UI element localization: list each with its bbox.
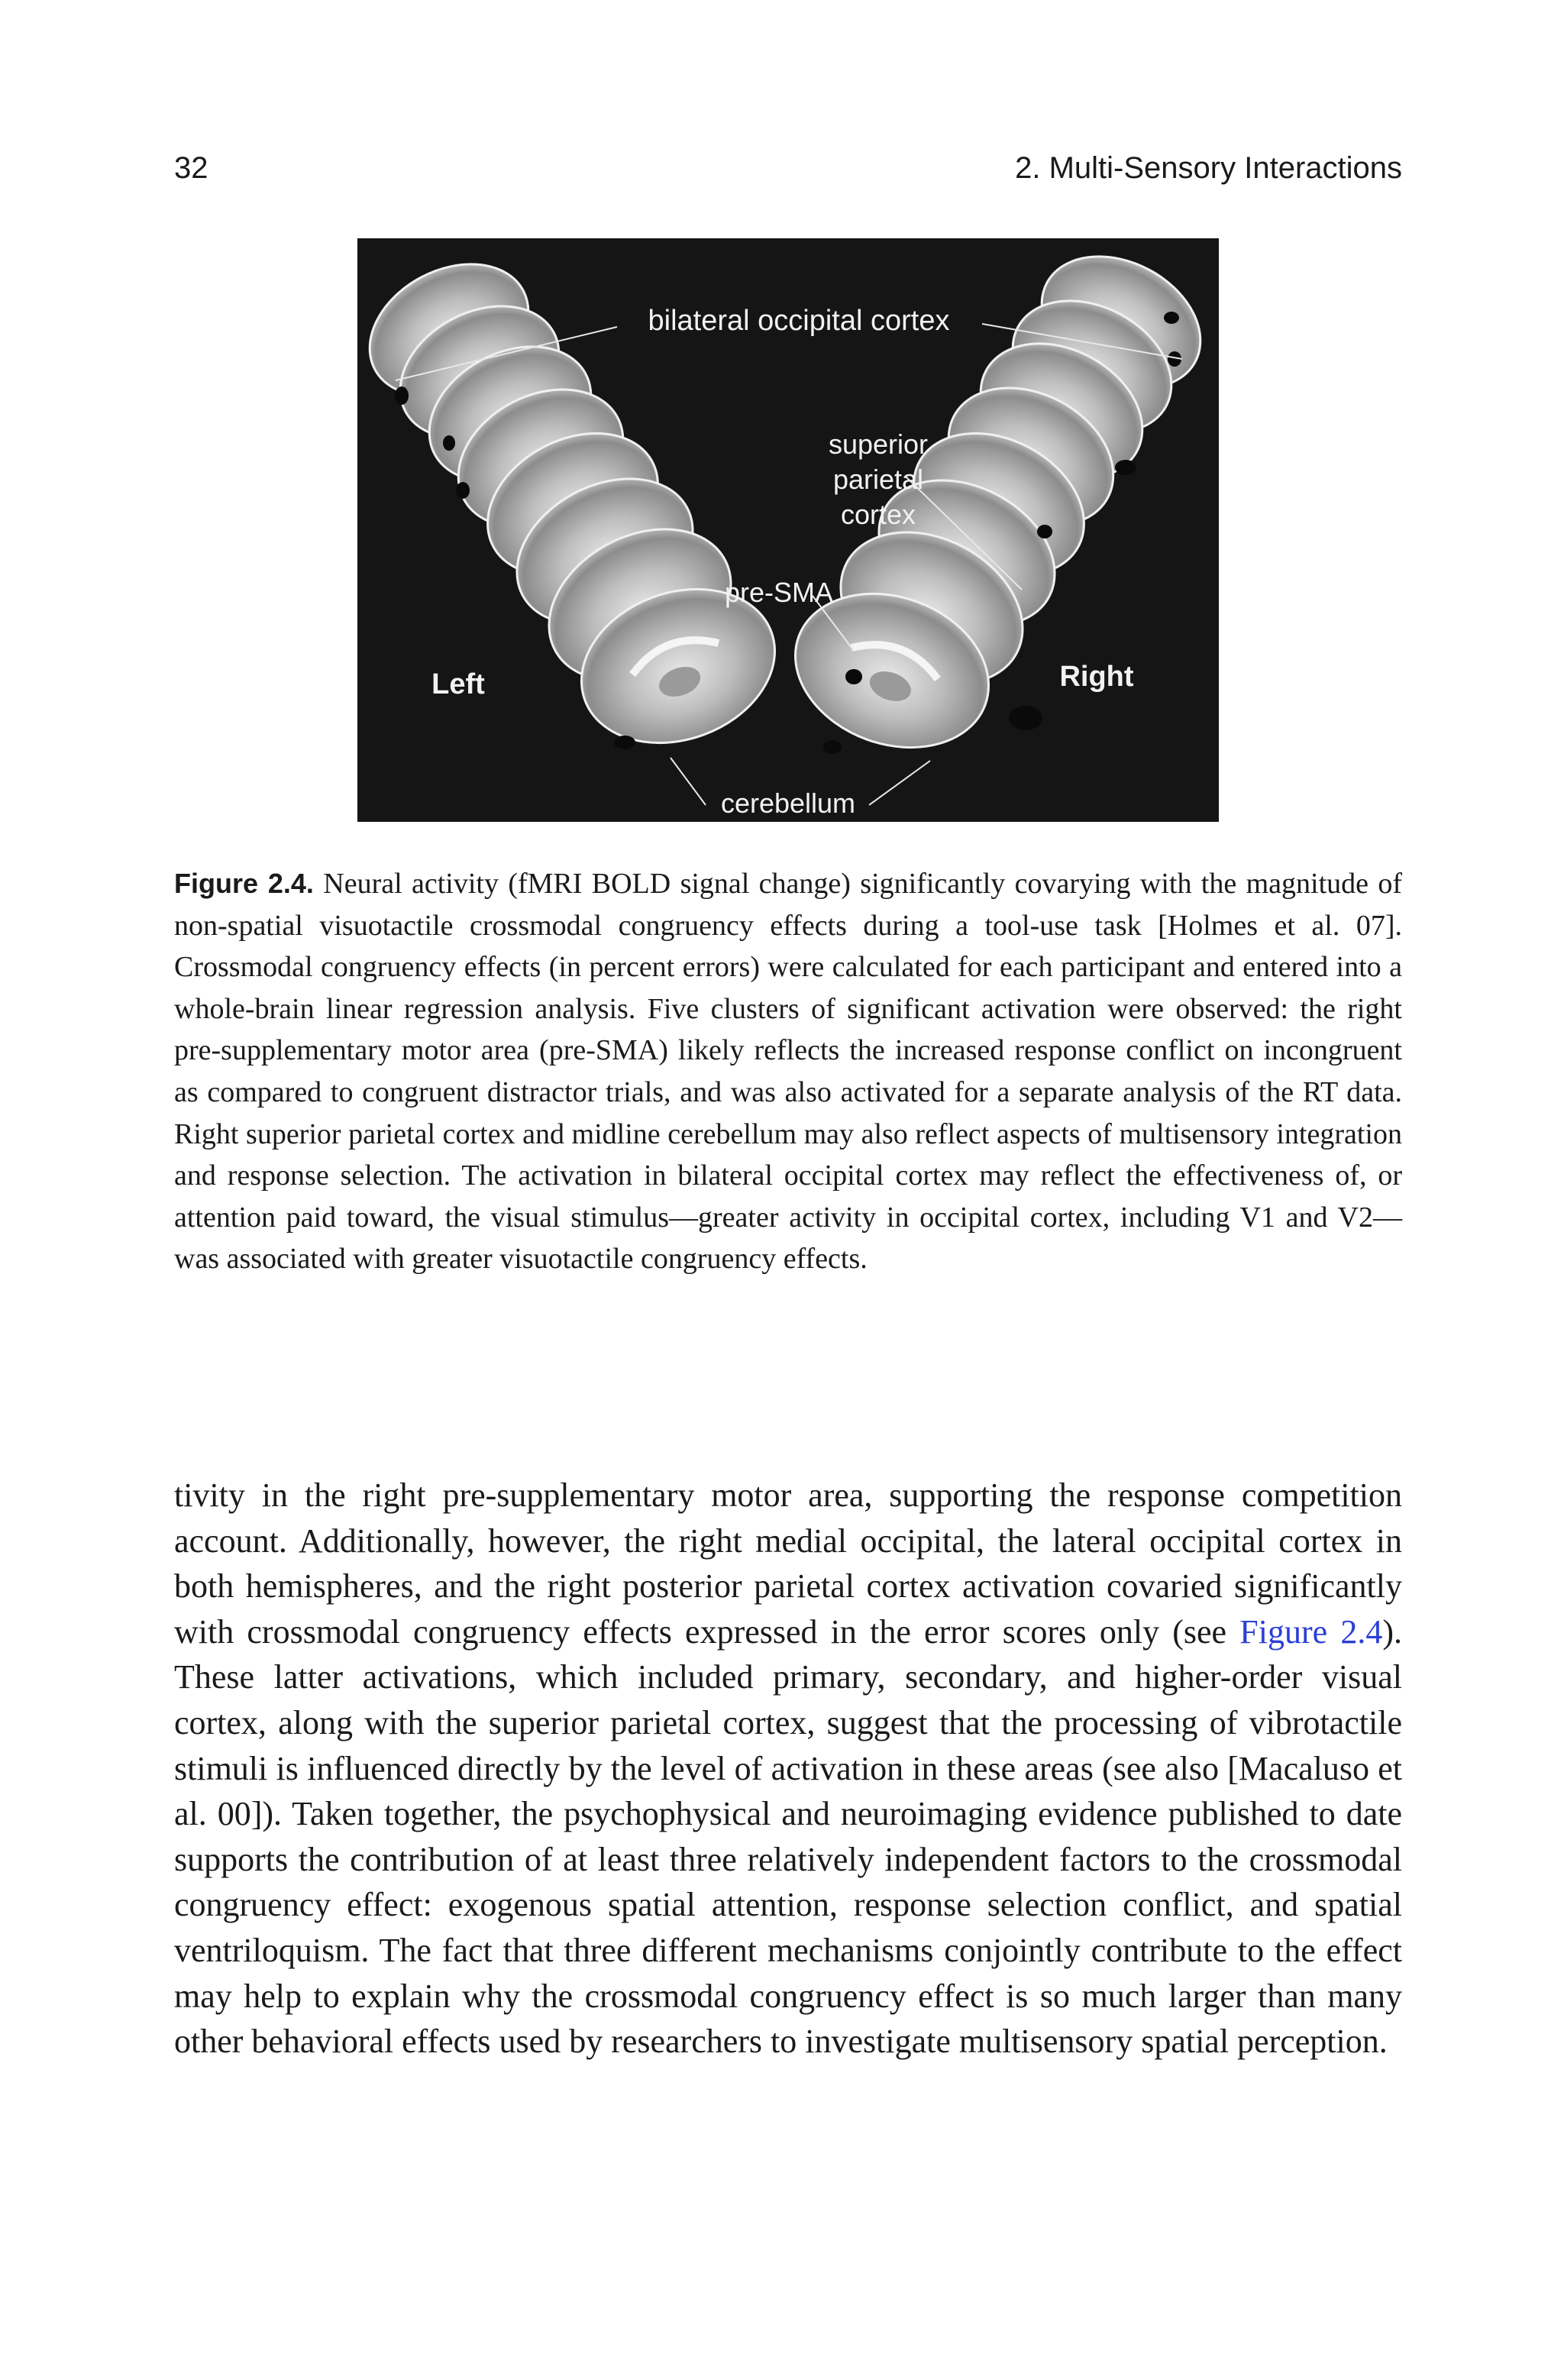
label-pre-sma: pre-SMA: [724, 577, 834, 608]
running-head: 2. Multi-Sensory Interactions: [1015, 151, 1402, 185]
brain-slices-illustration: [357, 238, 1219, 822]
label-left: Left: [431, 668, 485, 700]
caption-text: Neural activity (fMRI BOLD signal change) significantly covarying with the magnitude of non-spatial visuotactile crossmodal congruency effects during a tool-use task [Holmes et al. 07]. Crossmodal congruency effects (in percent errors) were calculated for each participant and entered into a whole-brain linear regression analysis. Five clusters of significant activation were observed: the right pre-supplementary motor area (pre-SMA) likely reflects the increased response conflict on incongruent as compared to congruent distractor trials, and was also activated for a separate analysis of the RT data. Right superior parietal cortex and midline cerebellum may also reflect aspects of multisensory integration and response selection. The activation in bilateral occipital cortex may reflect the effectiveness of, or attention paid toward, the visual stimulus—greater activity in occipital cortex, including V1 and V2—was associated with greater visuotactile congruency effects.: [174, 868, 1402, 1276]
caption-label: Figure 2.4.: [174, 868, 314, 899]
label-superior: superior: [828, 428, 929, 460]
label-right: Right: [1059, 661, 1134, 693]
body-paragraph: [174, 1473, 1402, 2065]
label-bilateral-occipital-cortex: bilateral occipital cortex: [648, 305, 950, 337]
label-cortex: cortex: [840, 499, 916, 530]
body-text-after-ref: ). These latter activations, which included primary, secondary, and higher-order visual cortex, along with the superior parietal cortex, suggest that the processing of vibrotactile stimuli is influenced directly by the level of activation in these areas (see also [Macaluso et al. 00]). Taken together, the psychophysical and neuroimaging evidence published to date supports the contribution of at least three relatively independent factors to the crossmodal congruency effect: exogenous spatial attention, response selection conflict, and spatial ventriloquism. The fact that three different mechanisms conjointly contribute to the effect may help to explain why the crossmodal congruency effect is so much larger than many other behavioral effects used by researchers to investigate multisensory spatial perception.: [174, 1612, 1402, 2061]
label-cerebellum: cerebellum: [720, 787, 856, 819]
figure-reference-link[interactable]: Figure 2.4: [1239, 1612, 1383, 1651]
label-parietal: parietal: [832, 464, 924, 495]
figure-fmri-brain-slices: [357, 238, 1219, 822]
figure-caption: [174, 863, 1402, 1280]
page-number: 32: [174, 151, 208, 185]
body-text-before-ref: tivity in the right pre-supplementary motor area, supporting the response competition account. Additionally, however, the right medial occipital, the lateral occipital cortex in both hemispheres, and the right posterior parietal cortex activation covaried significantly with crossmodal congruency effects expressed in the error scores only (see: [174, 1476, 1402, 1651]
